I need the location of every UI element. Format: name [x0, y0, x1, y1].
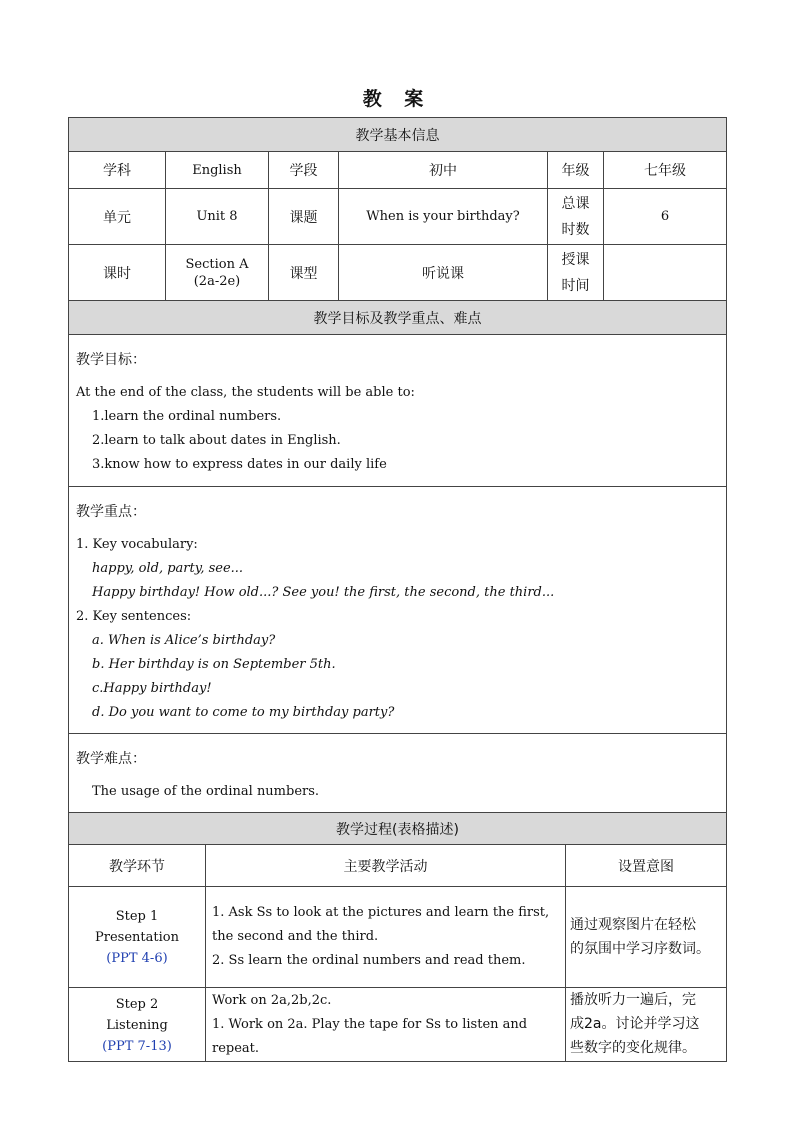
page-title: 教 案	[362, 88, 432, 110]
objective-item: 2.learn to talk about dates in English.	[92, 433, 341, 448]
step-number: Step 1	[115, 908, 159, 924]
total-hours-label-1: 总课	[561, 195, 590, 212]
step-ppt: (PPT 4-6)	[106, 950, 168, 966]
unit-value: Unit 8	[166, 189, 269, 245]
key-sentences-label: 2. Key sentences:	[76, 609, 192, 624]
objectives-block	[69, 335, 727, 487]
objective-item: 1.learn the ordinal numbers.	[92, 409, 282, 424]
activity-line: 1. Work on 2a. Play the tape for Ss to listen and	[212, 1017, 528, 1032]
activity-line: the second and the third.	[212, 929, 379, 944]
objectives-label: 教学目标：	[76, 352, 146, 368]
step-cell	[69, 988, 206, 1062]
activity-line: Work on 2a,2b,2c.	[212, 993, 332, 1008]
period-value-1: Section A	[185, 256, 249, 272]
subject-value: English	[166, 152, 269, 189]
period-value-2: (2a-2e)	[193, 273, 241, 289]
teaching-time-label	[548, 245, 604, 301]
subject-label: 学科	[69, 152, 166, 189]
total-hours-label-2: 时数	[561, 221, 590, 238]
difficulties-text: The usage of the ordinal numbers.	[92, 784, 320, 799]
step-cell	[69, 887, 206, 988]
type-value: 听说课	[339, 245, 548, 301]
total-hours-value: 6	[604, 189, 727, 245]
intent-line: 些数字的变化规律。	[570, 1040, 696, 1056]
activity-line: 2. Ss learn the ordinal numbers and read them.	[212, 953, 526, 968]
lesson-plan-table	[68, 117, 727, 1062]
key-sentence: d. Do you want to come to my birthday party?	[92, 705, 395, 720]
grade-label: 年级	[548, 152, 604, 189]
step-number: Step 2	[115, 997, 159, 1012]
col-activity-header: 主要教学活动	[206, 845, 566, 887]
period-label: 课时	[69, 245, 166, 301]
grade-value: 七年级	[604, 152, 727, 189]
teaching-time-value	[604, 245, 727, 301]
key-vocab-label: 1. Key vocabulary:	[76, 537, 198, 552]
step-ppt: (PPT 7-13)	[102, 1039, 172, 1054]
topic-value: When is your birthday?	[339, 189, 548, 245]
key-vocab-line: Happy birthday! How old...? See you! the first, the second, the third...	[92, 585, 555, 600]
stage-value: 初中	[339, 152, 548, 189]
intent-line: 的氛围中学习序数词。	[570, 941, 710, 957]
unit-label: 单元	[69, 189, 166, 245]
step-name: Presentation	[95, 929, 179, 945]
activity-line: 1. Ask Ss to look at the pictures and learn the first,	[212, 905, 550, 920]
stage-label: 学段	[269, 152, 339, 189]
period-value	[166, 245, 269, 301]
intent-line: 成2a。讨论并学习这	[570, 1016, 700, 1032]
activity-cell	[206, 988, 566, 1062]
type-label: 课型	[269, 245, 339, 301]
objective-item: 3.know how to express dates in our daily life	[92, 457, 387, 472]
goals-header: 教学目标及教学重点、难点	[69, 301, 727, 335]
topic-label: 课题	[269, 189, 339, 245]
teaching-time-label-2: 时间	[561, 277, 590, 294]
total-hours-label	[548, 189, 604, 245]
teaching-time-label-1: 授课	[561, 251, 590, 268]
difficulties-label: 教学难点：	[76, 751, 146, 767]
intent-line: 播放听力一遍后，完	[570, 992, 696, 1008]
key-sentence: b. Her birthday is on September 5th.	[92, 657, 336, 672]
key-points-block	[69, 487, 727, 734]
col-intent-header: 设置意图	[566, 845, 727, 887]
difficulties-block	[69, 734, 727, 813]
activity-line: repeat.	[212, 1041, 260, 1056]
process-header: 教学过程(表格描述)	[69, 813, 727, 845]
intent-cell	[566, 988, 727, 1062]
key-vocab-line: happy, old, party, see...	[92, 561, 244, 576]
col-stage-header: 教学环节	[69, 845, 206, 887]
step-name: Listening	[106, 1018, 168, 1033]
key-sentence: a. When is Alice’s birthday?	[92, 633, 276, 648]
key-sentence: c.Happy birthday!	[92, 681, 212, 696]
activity-cell	[206, 887, 566, 988]
intent-cell	[566, 887, 727, 988]
key-points-label: 教学重点：	[76, 504, 146, 520]
basic-info-header: 教学基本信息	[69, 118, 727, 152]
objectives-intro: At the end of the class, the students will be able to:	[76, 385, 415, 400]
intent-line: 通过观察图片在轻松	[570, 917, 696, 933]
